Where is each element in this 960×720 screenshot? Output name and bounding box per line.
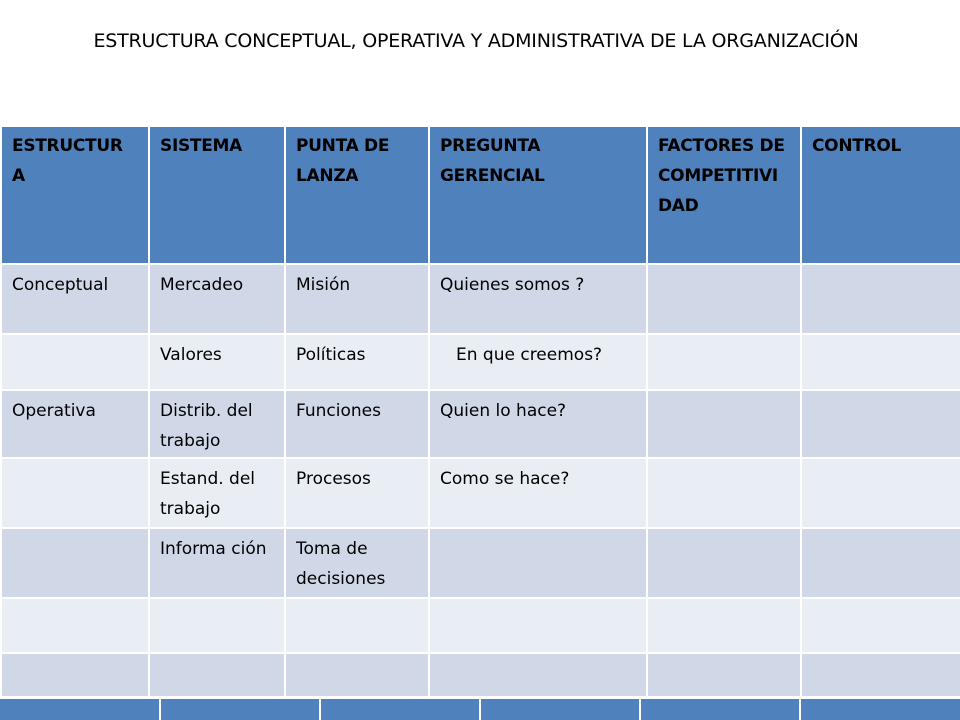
table-cell: Mercadeo <box>149 264 285 334</box>
bottom-strip-cell <box>0 699 161 720</box>
table-cell: Operativa <box>1 390 149 458</box>
header-cell-factores-de-competitividad: FACTORES DE COMPETITIVI DAD <box>647 126 801 264</box>
table-row <box>1 598 960 653</box>
table-cell <box>429 528 647 598</box>
bottom-strip-cell <box>481 699 641 720</box>
table-cell <box>647 390 801 458</box>
table-row <box>1 458 960 528</box>
table-cell <box>801 390 960 458</box>
table-cell: Conceptual <box>1 264 149 334</box>
table-cell <box>285 653 429 697</box>
bottom-strip-cell <box>321 699 481 720</box>
bottom-table-strip <box>0 699 960 720</box>
table-cell <box>647 598 801 653</box>
header-cell-estructura: ESTRUCTUR A <box>1 126 149 264</box>
table-cell: Quienes somos ? <box>429 264 647 334</box>
table-cell <box>647 528 801 598</box>
table-cell: Procesos <box>285 458 429 528</box>
table-row <box>1 334 960 390</box>
table-header-row <box>1 126 960 264</box>
table-cell <box>801 653 960 697</box>
table-cell: Valores <box>149 334 285 390</box>
table-cell <box>801 598 960 653</box>
table-cell <box>1 653 149 697</box>
table-cell <box>801 458 960 528</box>
table-cell <box>647 334 801 390</box>
table-cell <box>801 264 960 334</box>
table-row <box>1 390 960 458</box>
table-cell <box>647 458 801 528</box>
table-cell <box>285 598 429 653</box>
table-row <box>1 528 960 598</box>
table-cell <box>149 598 285 653</box>
table-cell <box>149 653 285 697</box>
bottom-strip-cell <box>801 699 960 720</box>
table-row <box>1 264 960 334</box>
bottom-strip-cell <box>641 699 801 720</box>
table-cell: Misión <box>285 264 429 334</box>
table-cell <box>801 334 960 390</box>
table-row <box>1 653 960 697</box>
table-cell <box>1 334 149 390</box>
table-cell <box>1 528 149 598</box>
bottom-strip-cell <box>161 699 321 720</box>
table-cell: Quien lo hace? <box>429 390 647 458</box>
table-cell <box>1 458 149 528</box>
table-cell: Distrib. del trabajo <box>149 390 285 458</box>
table-cell: En que creemos? <box>429 334 647 390</box>
table-cell <box>429 598 647 653</box>
header-cell-pregunta-gerencial: PREGUNTA GERENCIAL <box>429 126 647 264</box>
table-cell <box>1 598 149 653</box>
table-cell: Políticas <box>285 334 429 390</box>
organization-structure-table <box>0 125 960 698</box>
table-cell: Toma de decisiones <box>285 528 429 598</box>
table-cell: Estand. del trabajo <box>149 458 285 528</box>
table-cell <box>647 653 801 697</box>
header-cell-punta-de-lanza: PUNTA DE LANZA <box>285 126 429 264</box>
header-cell-control: CONTROL <box>801 126 960 264</box>
table-cell <box>647 264 801 334</box>
header-cell-sistema: SISTEMA <box>149 126 285 264</box>
table-cell: Informa ción <box>149 528 285 598</box>
table-cell: Funciones <box>285 390 429 458</box>
table-cell: Como se hace? <box>429 458 647 528</box>
slide-title: ESTRUCTURA CONCEPTUAL, OPERATIVA Y ADMINISTRATIVA DE LA ORGANIZACIÓN <box>93 30 859 52</box>
table-cell <box>429 653 647 697</box>
table-cell <box>801 528 960 598</box>
